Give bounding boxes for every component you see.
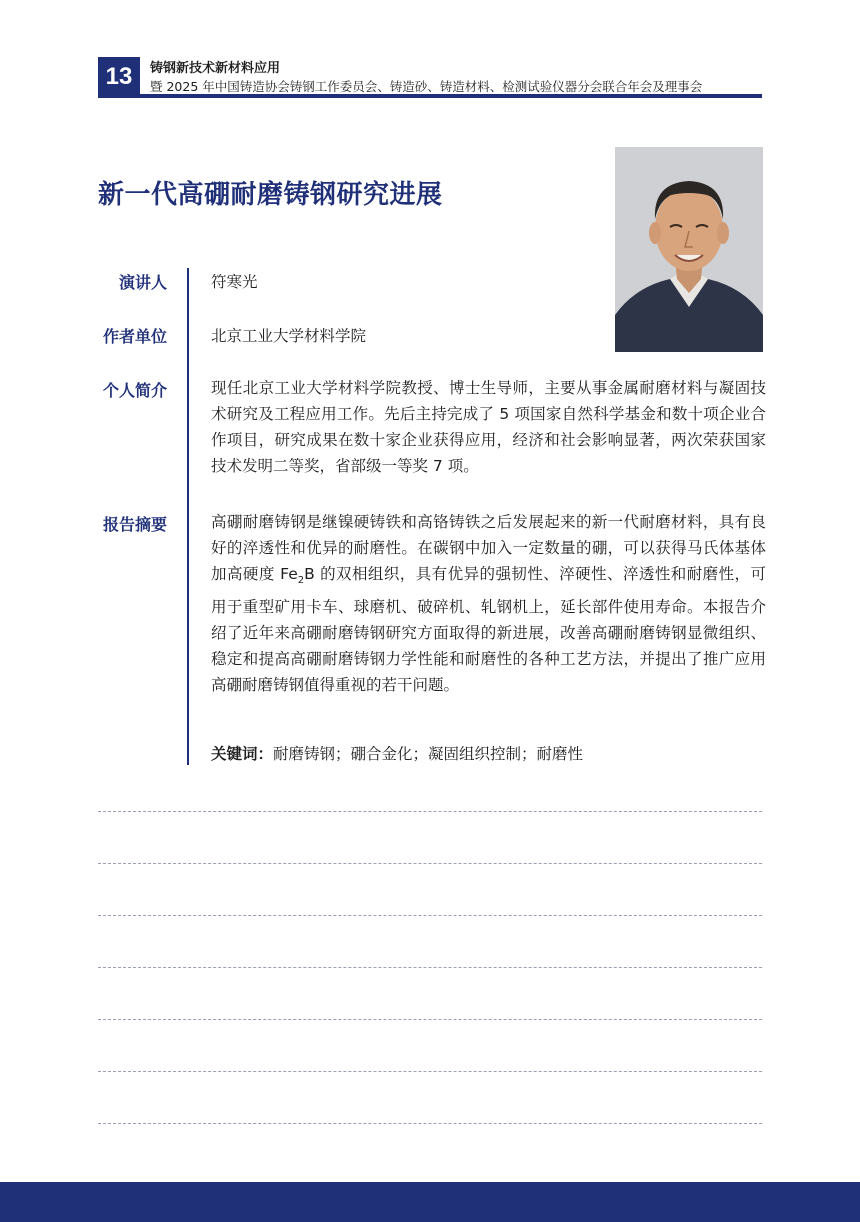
affiliation-value: 北京工业大学材料学院 xyxy=(211,327,367,345)
note-line xyxy=(98,863,762,864)
speaker-label: 演讲人 xyxy=(118,273,167,292)
note-line xyxy=(98,1019,762,1020)
header-rule xyxy=(98,94,762,98)
section-divider xyxy=(187,268,189,765)
note-line xyxy=(98,915,762,916)
affiliation-label: 作者单位 xyxy=(102,327,167,346)
speaker-photo-icon xyxy=(615,147,763,352)
bio-text: 现任北京工业大学材料学院教授、博士生导师，主要从事金属耐磨材料与凝固技术研究及工程应用工作。先后主持完成了 5 项国家自然科学基金和数十项企业合作项目，研究成果在数十家企业获得应用，经济和社会影响显著，两次荣获国家技术发明二等奖，省部级一等奖 7 项。 xyxy=(211,379,766,475)
page-title: 新一代高硼耐磨铸钢研究进展 xyxy=(98,180,443,210)
footer-bar xyxy=(0,1182,860,1222)
note-line xyxy=(98,1071,762,1072)
speaker-photo xyxy=(615,147,763,352)
speaker-name: 符寒光 xyxy=(211,273,258,291)
page-number-badge: 13 xyxy=(98,57,140,97)
header-title: 铸钢新技术新材料应用 xyxy=(150,61,281,76)
abstract-label: 报告摘要 xyxy=(102,515,167,534)
bio-label: 个人简介 xyxy=(102,381,167,400)
abstract-text-part2: B 的双相组织，具有优异的强韧性、淬硬性、淬透性和耐磨性，可用于重型矿用卡车、球磨机、破碎机、轧钢机上，延长部件使用寿命。本报告介绍了近年来高硼耐磨铸钢研究方面取得的新进展，改善高硼耐磨铸钢显微组织、稳定和提高高硼耐磨铸钢力学性能和耐磨性的各种工艺方法，并提出了推广应用高硼耐磨铸钢值得重视的若干问题。 xyxy=(211,565,766,695)
keywords xyxy=(211,742,583,764)
keywords-value: 耐磨铸钢；硼合金化；凝固组织控制；耐磨性 xyxy=(273,745,584,763)
abstract-text xyxy=(211,509,766,698)
note-line xyxy=(98,1123,762,1124)
header-subtitle: 暨 2025 年中国铸造协会铸钢工作委员会、铸造砂、铸造材料、检测试验仪器分会联合年会及理事会 xyxy=(150,79,703,94)
abstract-text-part1: 高硼耐磨铸钢是继镍硬铸铁和高铬铸铁之后发展起来的新一代耐磨材料，具有良好的淬透性和优异的耐磨性。在碳钢中加入一定数量的硼，可以获得马氏体基体加高硬度 Fe xyxy=(211,513,766,583)
abstract-subscript: 2 xyxy=(297,575,305,587)
keywords-label: 关键词： xyxy=(211,745,274,763)
note-line xyxy=(98,811,762,812)
note-line xyxy=(98,967,762,968)
